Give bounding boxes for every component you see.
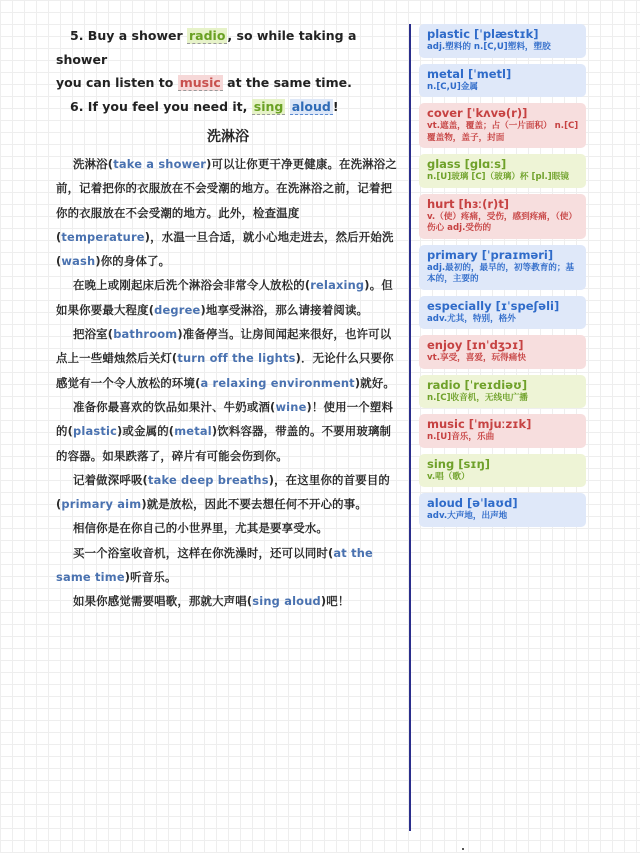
english-term: degree — [154, 302, 201, 317]
chinese-text: 洗淋浴( — [73, 157, 114, 171]
article-body — [56, 152, 400, 614]
vocab-word: radio [ˈreɪdiəʊ] — [427, 377, 528, 392]
english-line-5-cont — [56, 71, 400, 95]
vocab-card — [419, 454, 586, 488]
chinese-text: )你的身体了。 — [95, 254, 171, 269]
vocab-definition: n.[C,U]金属 — [427, 81, 478, 92]
english-term: sing aloud — [252, 594, 321, 609]
english-term: take a shower — [113, 157, 207, 171]
column-divider — [409, 24, 411, 831]
vocab-definition: v.唱（歌） — [427, 471, 470, 482]
chinese-text: )准备停当。让房间闻起来很好，也许可以点上一些蜡烛然后关灯( — [56, 327, 392, 366]
vocab-card — [419, 375, 586, 409]
english-term: plastic — [73, 424, 118, 439]
vocab-definition: n.[U]音乐，乐曲 — [427, 432, 495, 442]
chinese-text: )可以让你更干净更健康。在洗淋浴之前，记着把你的衣服放在不会受潮的地方。在洗淋浴之前，记着把你的衣服放在不会受潮的地方。此外，检查温度( — [56, 157, 397, 244]
english-term: turn off the lights — [177, 351, 296, 366]
vocab-word: glass [glɑːs] — [427, 157, 507, 171]
vocab-word: sing [sɪŋ] — [427, 456, 491, 471]
english-text: at the same time. — [222, 75, 352, 90]
chinese-text: )吧！ — [320, 594, 350, 609]
vocab-card — [419, 154, 586, 188]
vocab-definition: adv.大声地，出声地 — [427, 511, 508, 521]
chinese-text: )。但如果你要最大程度( — [56, 278, 393, 317]
english-line-5 — [56, 24, 400, 71]
english-term: at the same time — [56, 545, 373, 585]
highlight-sing: sing — [253, 98, 284, 114]
vocab-word: cover [ˈkʌvə(r)] — [427, 106, 528, 120]
chinese-text: )！使用一个塑料的( — [56, 399, 394, 439]
chinese-text: )或金属的( — [117, 424, 175, 439]
vocab-definition: adj.最初的，最早的，初等教育的；基本的，主要的 — [427, 262, 575, 284]
article-column — [56, 24, 400, 614]
chinese-text: )听音乐。 — [124, 570, 177, 585]
english-term: temperature — [61, 229, 145, 244]
vocab-card — [419, 24, 586, 58]
english-term: primary aim — [61, 497, 142, 512]
vocab-card — [419, 64, 586, 98]
article-paragraph — [56, 152, 400, 273]
highlight-radio: radio — [188, 28, 226, 43]
article-paragraph — [56, 395, 400, 468]
english-line-6 — [56, 95, 400, 119]
english-text: you can listen to — [56, 75, 178, 90]
article-paragraph — [56, 322, 400, 395]
vocab-word: music [ˈmjuːzɪk] — [427, 417, 532, 431]
article-paragraph — [56, 589, 400, 613]
english-term: take deep breaths — [147, 472, 269, 487]
highlight-music: music — [179, 75, 221, 90]
vocab-definition: v.（使）疼痛，受伤，感到疼痛，（使）伤心 adj.受伤的 — [427, 211, 577, 233]
article-paragraph — [56, 273, 400, 322]
vocab-word: especially [ɪˈspeʃəli] — [427, 298, 560, 313]
english-text: 6. If you feel you need it, — [70, 98, 252, 114]
vocab-word: plastic [ˈplæstɪk] — [427, 27, 539, 41]
vocab-card — [419, 414, 586, 448]
english-text: 5. Buy a shower — [70, 28, 187, 43]
chinese-text: 在晚上或刚起床后洗个淋浴会非常令人放松的( — [73, 278, 311, 293]
english-term: bathroom — [113, 327, 178, 342]
chinese-text: 把浴室( — [73, 327, 114, 342]
english-text: ! — [332, 98, 339, 114]
chinese-text: )就好。 — [354, 375, 396, 390]
vocab-card — [419, 245, 586, 290]
vocab-definition: vt.遮盖，覆盖；占（一片面积） n.[C]覆盖物，盖子，封面 — [427, 121, 579, 143]
english-term: wine — [275, 399, 307, 414]
vocabulary-list — [419, 24, 586, 533]
vocab-word: primary [ˈpraɪməri] — [427, 247, 554, 262]
vocab-card — [419, 493, 586, 527]
page-mark — [462, 848, 464, 850]
vocab-card — [419, 103, 586, 148]
english-term: wash — [61, 254, 96, 269]
chinese-text: 如果你感觉需要唱歌，那就大声唱( — [73, 594, 253, 609]
chinese-text: )地享受淋浴，那么请接着阅读。 — [200, 302, 369, 317]
chinese-text: )饮料容器，带盖的。不要用玻璃制的容器。如果跌落了，碎片有可能会伤到你。 — [56, 424, 392, 463]
english-text: , so while taking a shower — [56, 28, 357, 67]
chinese-text: )，水温一旦合适，就小心地走进去，然后开始洗( — [56, 229, 394, 269]
vocab-definition: adv.尤其，特别，格外 — [427, 313, 516, 324]
highlight-aloud: aloud — [291, 98, 331, 114]
vocab-card — [419, 335, 586, 369]
article-title: 洗淋浴 — [207, 129, 249, 145]
vocab-card — [419, 296, 586, 330]
english-term: relaxing — [310, 278, 365, 293]
chinese-text: 记着做深呼吸( — [73, 472, 148, 487]
chinese-text: )，在这里你的首要目的( — [56, 472, 391, 512]
vocab-definition: vt.享受，喜爱，玩得痛快 — [427, 353, 526, 363]
vocab-definition: adj.塑料的 n.[C,U]塑料，塑胶 — [427, 42, 551, 52]
chinese-text: 准备你最喜欢的饮品如果汁、牛奶或酒( — [73, 399, 276, 414]
vocab-definition: n.[U]玻璃 [C]（玻璃）杯 [pl.]眼镜 — [427, 172, 569, 182]
vocab-definition: n.[C]收音机，无线电广播 — [427, 392, 528, 403]
chinese-text: )．无论什么只要你感觉有一个令人放松的环境( — [56, 351, 394, 390]
chinese-text: 买一个浴室收音机，这样在你洗澡时，还可以同时( — [73, 545, 334, 560]
vocab-card — [419, 194, 586, 239]
chinese-text: )就是放松，因此不要去想任何不开心的事。 — [141, 497, 367, 512]
chinese-text: 相信你是在你自己的小世界里，尤其是要享受水。 — [73, 521, 328, 536]
english-term: metal — [174, 424, 212, 439]
article-paragraph — [56, 516, 400, 540]
vocab-word: aloud [əˈlaʊd] — [427, 496, 518, 510]
vocab-word: enjoy [ɪnˈdʒɔɪ] — [427, 338, 524, 352]
article-paragraph — [56, 541, 400, 590]
vocab-word: hurt [hɜː(r)t] — [427, 196, 510, 211]
english-term: a relaxing environment — [200, 375, 355, 390]
article-paragraph — [56, 468, 400, 517]
vocab-word: metal [ˈmetl] — [427, 66, 512, 81]
